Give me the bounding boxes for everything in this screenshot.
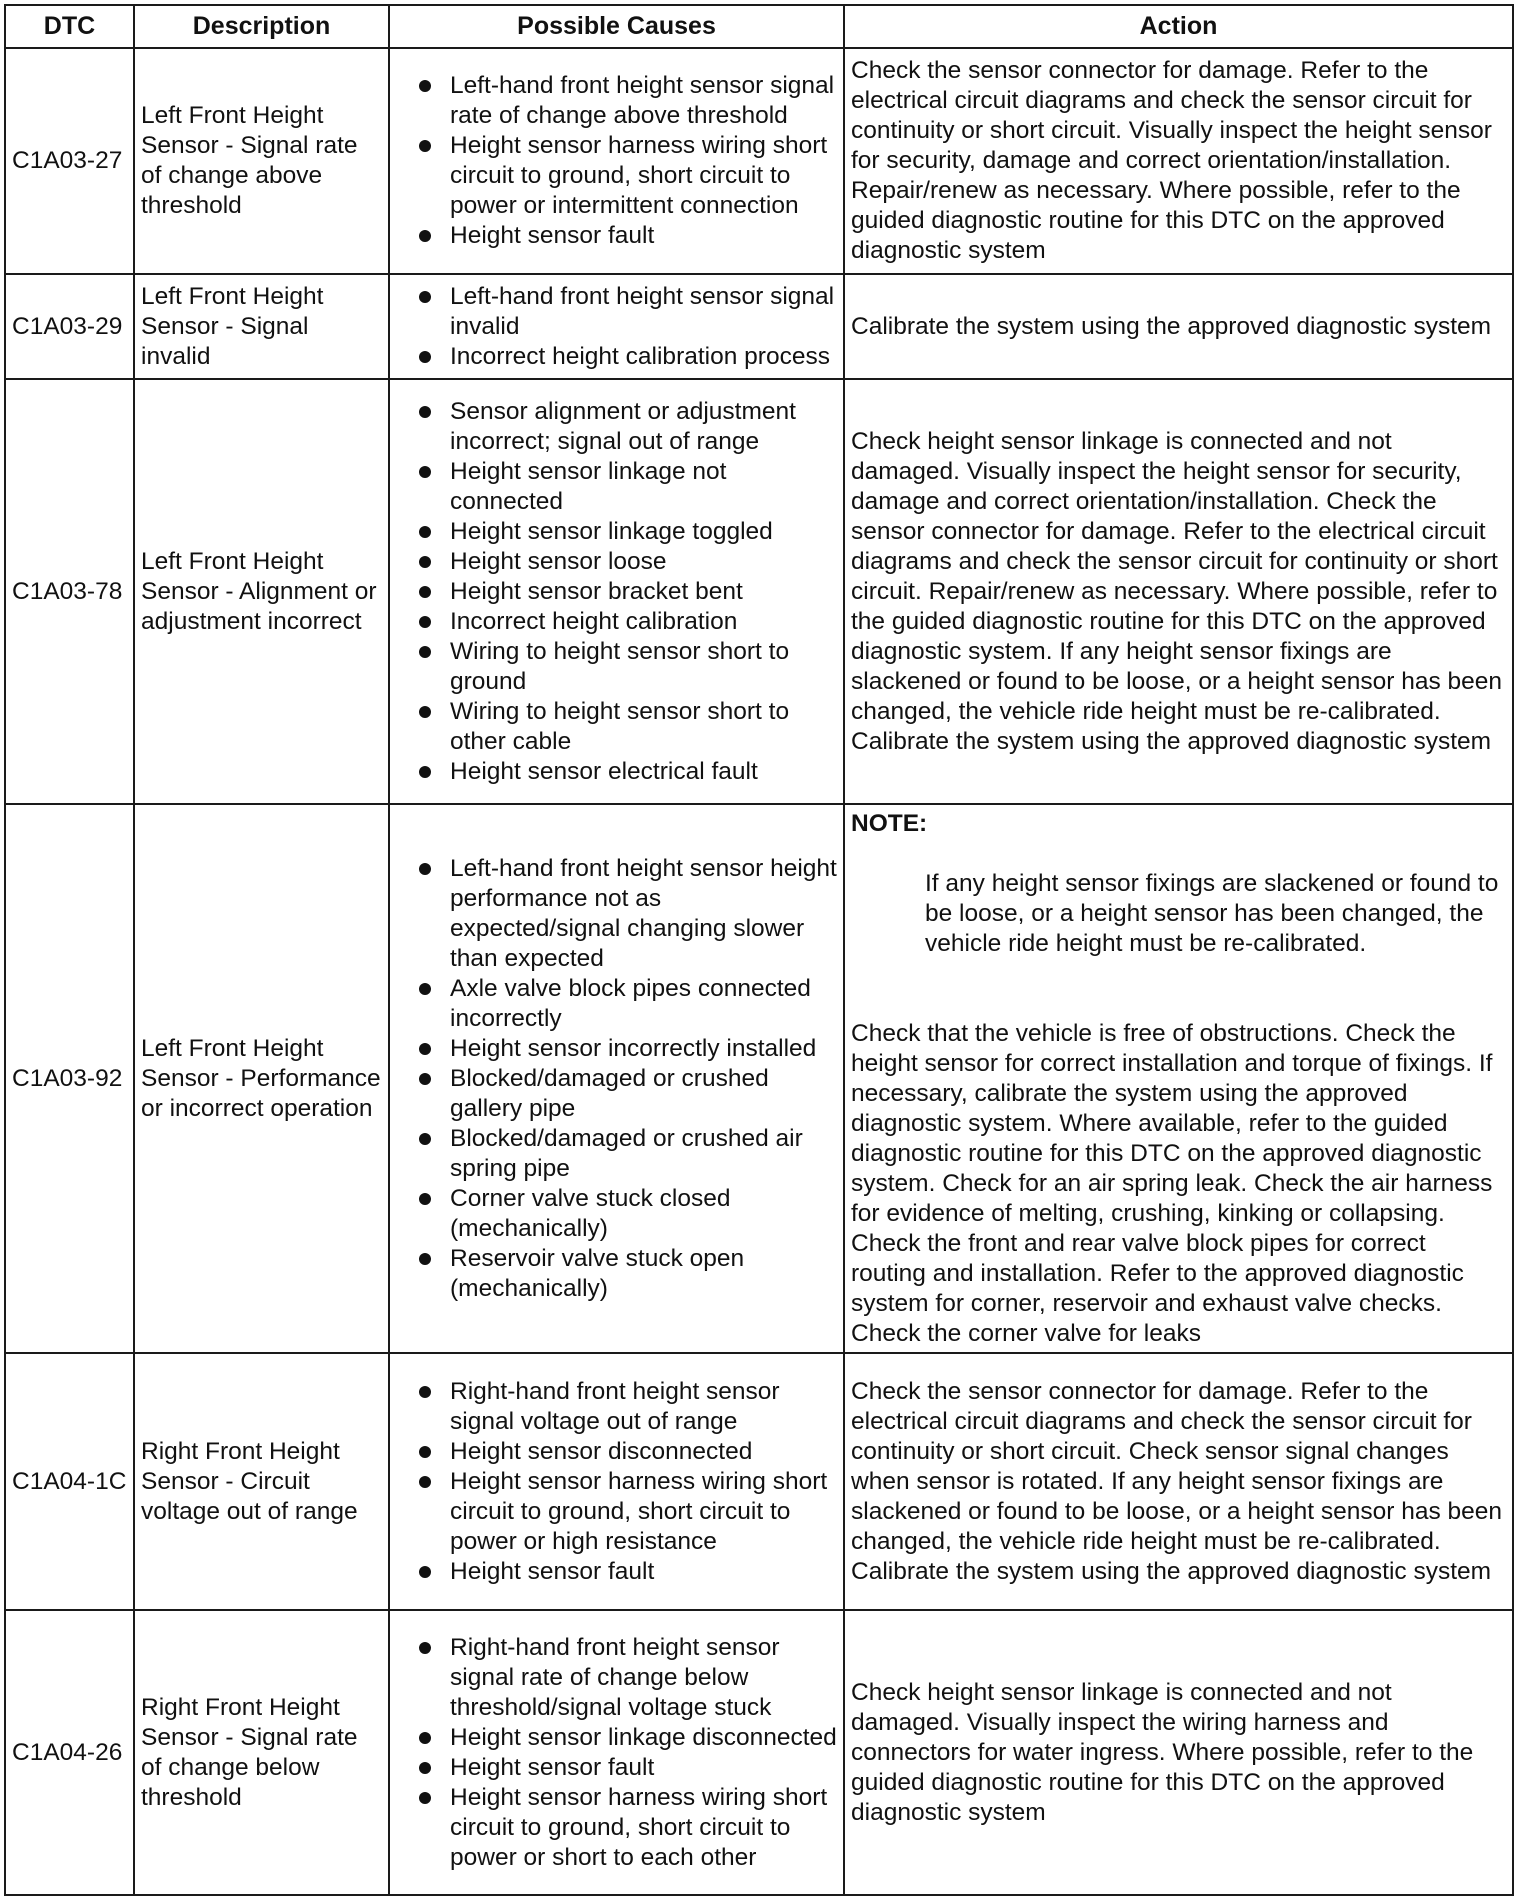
possible-causes bbox=[389, 1353, 844, 1610]
causes-list bbox=[396, 854, 837, 1304]
dtc-description: Right Front Height Sensor - Circuit voltage out of range bbox=[134, 1353, 389, 1610]
cause-item: Left-hand front height sensor height performance not as expected/signal changing slower than expected bbox=[414, 854, 837, 974]
dtc-code: C1A03-92 bbox=[5, 804, 134, 1353]
dtc-description: Left Front Height Sensor - Performance or incorrect operation bbox=[134, 804, 389, 1353]
causes-list bbox=[396, 1633, 837, 1873]
cause-item: Corner valve stuck closed (mechanically) bbox=[414, 1184, 837, 1244]
dtc-description: Left Front Height Sensor - Signal invalid bbox=[134, 274, 389, 379]
cause-item: Height sensor harness wiring short circuit to ground, short circuit to power or high resistance bbox=[414, 1467, 837, 1557]
dtc-table bbox=[4, 4, 1514, 1896]
table-row bbox=[5, 274, 1513, 379]
dtc-code: C1A04-26 bbox=[5, 1610, 134, 1895]
note-label: NOTE: bbox=[851, 809, 928, 837]
table-row bbox=[5, 379, 1513, 804]
causes-list bbox=[396, 1377, 837, 1587]
dtc-code: C1A03-29 bbox=[5, 274, 134, 379]
action-cell bbox=[844, 804, 1513, 1353]
header-dtc: DTC bbox=[5, 5, 134, 48]
dtc-description: Left Front Height Sensor - Alignment or adjustment incorrect bbox=[134, 379, 389, 804]
possible-causes bbox=[389, 274, 844, 379]
action-text: Check the sensor connector for damage. Refer to the electrical circuit diagrams and check the sensor circuit for continuity or short circuit. Check sensor signal changes when sensor is rotated. If any height sensor fixings are slackened or found to be loose, or a height sensor has been changed, the vehicle ride height must be re-calibrated. Calibrate the system using the approved diagnostic system bbox=[844, 1353, 1513, 1610]
causes-list bbox=[396, 71, 837, 251]
cause-item: Height sensor bracket bent bbox=[414, 577, 837, 607]
table-row bbox=[5, 804, 1513, 1353]
cause-item: Left-hand front height sensor signal rate of change above threshold bbox=[414, 71, 837, 131]
cause-item: Sensor alignment or adjustment incorrect; signal out of range bbox=[414, 397, 837, 457]
dtc-code: C1A03-27 bbox=[5, 48, 134, 274]
cause-item: Height sensor loose bbox=[414, 547, 837, 577]
cause-item: Left-hand front height sensor signal invalid bbox=[414, 282, 837, 342]
possible-causes bbox=[389, 379, 844, 804]
dtc-code: C1A03-78 bbox=[5, 379, 134, 804]
action-text: Check the sensor connector for damage. Refer to the electrical circuit diagrams and check the sensor circuit for continuity or short circuit. Visually inspect the height sensor for security, damage and correct orientation/installation. Repair/renew as necessary. Where possible, refer to the guided diagnostic routine for this DTC on the approved diagnostic system bbox=[844, 48, 1513, 274]
cause-item: Blocked/damaged or crushed air spring pipe bbox=[414, 1124, 837, 1184]
cause-item: Height sensor disconnected bbox=[414, 1437, 837, 1467]
header-row bbox=[5, 5, 1513, 48]
table-row bbox=[5, 1610, 1513, 1895]
header-action: Action bbox=[844, 5, 1513, 48]
cause-item: Height sensor harness wiring short circuit to ground, short circuit to power or intermittent connection bbox=[414, 131, 837, 221]
possible-causes bbox=[389, 48, 844, 274]
cause-item: Height sensor fault bbox=[414, 1557, 837, 1587]
causes-list bbox=[396, 397, 837, 787]
cause-item: Height sensor fault bbox=[414, 1753, 837, 1783]
causes-list bbox=[396, 282, 837, 372]
cause-item: Height sensor electrical fault bbox=[414, 757, 837, 787]
cause-item: Wiring to height sensor short to ground bbox=[414, 637, 837, 697]
cause-item: Height sensor linkage not connected bbox=[414, 457, 837, 517]
cause-item: Incorrect height calibration process bbox=[414, 342, 837, 372]
cause-item: Height sensor linkage toggled bbox=[414, 517, 837, 547]
action-text: Calibrate the system using the approved diagnostic system bbox=[844, 274, 1513, 379]
header-possible-causes: Possible Causes bbox=[389, 5, 844, 48]
dtc-description: Left Front Height Sensor - Signal rate of change above threshold bbox=[134, 48, 389, 274]
action-text: Check that the vehicle is free of obstructions. Check the height sensor for correct installation and torque of fixings. If necessary, calibrate the system using the approved diagnostic system. Where available, refer to the guided diagnostic routine for this DTC on the approved diagnostic system. Check for an air spring leak. Check the air harness for evidence of melting, crushing, kinking or collapsing. Check the front and rear valve block pipes for correct routing and installation. Refer to the approved diagnostic system for corner, reservoir and exhaust valve checks. Check the corner valve for leaks bbox=[851, 1019, 1493, 1347]
action-text: Check height sensor linkage is connected and not damaged. Visually inspect the height sensor for security, damage and correct orientation/installation. Check the sensor connector for damage. Refer to the electrical circuit diagrams and check the sensor circuit for continuity or short circuit. Repair/renew as necessary. Where possible, refer to the guided diagnostic routine for this DTC on the approved diagnostic system. If any height sensor fixings are slackened or found to be loose, or a height sensor has been changed, the vehicle ride height must be re-calibrated. Calibrate the system using the approved diagnostic system bbox=[844, 379, 1513, 804]
cause-item: Right-hand front height sensor signal rate of change below threshold/signal voltage stuck bbox=[414, 1633, 837, 1723]
cause-item: Wiring to height sensor short to other cable bbox=[414, 697, 837, 757]
table-row bbox=[5, 48, 1513, 274]
action-text: Check height sensor linkage is connected and not damaged. Visually inspect the wiring harness and connectors for water ingress. Where possible, refer to the guided diagnostic routine for this DTC on the approved diagnostic system bbox=[844, 1610, 1513, 1895]
cause-item: Reservoir valve stuck open (mechanically) bbox=[414, 1244, 837, 1304]
cause-item: Height sensor linkage disconnected bbox=[414, 1723, 837, 1753]
possible-causes bbox=[389, 804, 844, 1353]
possible-causes bbox=[389, 1610, 844, 1895]
cause-item: Right-hand front height sensor signal voltage out of range bbox=[414, 1377, 837, 1437]
table-row bbox=[5, 1353, 1513, 1610]
cause-item: Height sensor incorrectly installed bbox=[414, 1034, 837, 1064]
cause-item: Incorrect height calibration bbox=[414, 607, 837, 637]
cause-item: Blocked/damaged or crushed gallery pipe bbox=[414, 1064, 837, 1124]
cause-item: Height sensor harness wiring short circuit to ground, short circuit to power or short to each other bbox=[414, 1783, 837, 1873]
note-text: If any height sensor fixings are slackened or found to be loose, or a height sensor has been changed, the vehicle ride height must be re-calibrated. bbox=[925, 869, 1499, 957]
cause-item: Height sensor fault bbox=[414, 221, 837, 251]
header-description: Description bbox=[134, 5, 389, 48]
dtc-description: Right Front Height Sensor - Signal rate of change below threshold bbox=[134, 1610, 389, 1895]
cause-item: Axle valve block pipes connected incorrectly bbox=[414, 974, 837, 1034]
dtc-code: C1A04-1C bbox=[5, 1353, 134, 1610]
